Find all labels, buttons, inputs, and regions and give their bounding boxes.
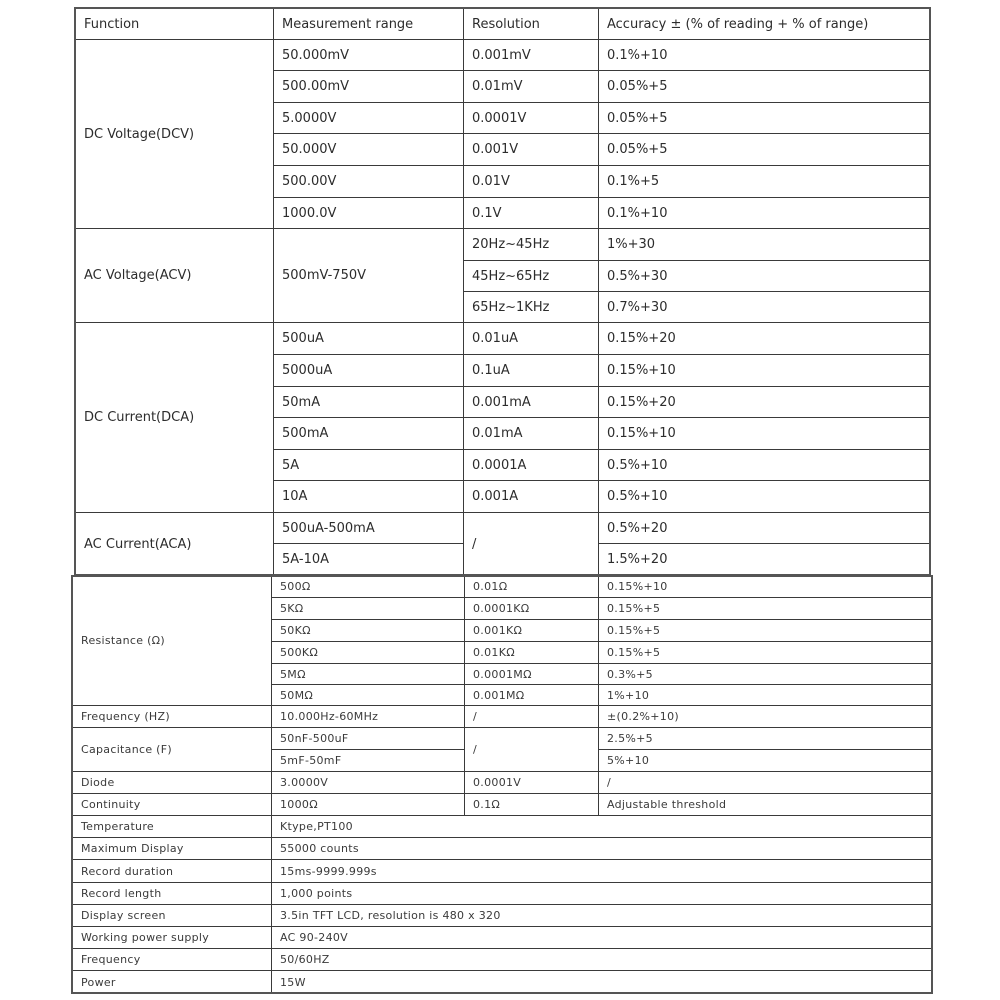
resistance-accuracy: 0.15%+5 bbox=[598, 641, 932, 664]
resistance-accuracy: 0.15%+5 bbox=[598, 619, 932, 642]
resistance-resolution: 0.0001MΩ bbox=[464, 663, 599, 685]
dcv-range: 5.0000V bbox=[273, 102, 464, 134]
dca-accuracy: 0.15%+10 bbox=[598, 354, 930, 387]
dcv-range: 500.00V bbox=[273, 165, 464, 198]
resistance-resolution: 0.0001KΩ bbox=[464, 597, 599, 620]
acv-range: 500mV-750V bbox=[273, 228, 464, 323]
acv-accuracy: 0.7%+30 bbox=[598, 291, 930, 323]
dca-range: 5A bbox=[273, 449, 464, 481]
capacitance-resolution: / bbox=[464, 727, 599, 772]
dca-accuracy: 0.5%+10 bbox=[598, 480, 930, 513]
continuity-resolution: 0.1Ω bbox=[464, 793, 599, 816]
spec-label: Working power supply bbox=[72, 926, 272, 949]
spec-value: 55000 counts bbox=[271, 837, 932, 860]
dca-resolution: 0.0001A bbox=[463, 449, 599, 481]
spec-label: Frequency bbox=[72, 948, 272, 971]
header-accuracy: Accuracy ± (% of reading + % of range) bbox=[598, 8, 930, 40]
resistance-resolution: 0.01KΩ bbox=[464, 641, 599, 664]
dca-resolution: 0.001mA bbox=[463, 386, 599, 418]
spec-value: Ktype,PT100 bbox=[271, 815, 932, 838]
function-acv: AC Voltage(ACV) bbox=[75, 228, 274, 323]
frequency-range: 10.000Hz-60MHz bbox=[271, 705, 465, 728]
frequency-resolution: / bbox=[464, 705, 599, 728]
function-dcv: DC Voltage(DCV) bbox=[75, 39, 274, 229]
dca-accuracy: 0.15%+20 bbox=[598, 386, 930, 418]
dcv-resolution: 0.001mV bbox=[463, 39, 599, 71]
header-function: Function bbox=[75, 8, 274, 40]
dcv-accuracy: 0.1%+10 bbox=[598, 197, 930, 229]
dcv-range: 50.000mV bbox=[273, 39, 464, 71]
resistance-range: 500KΩ bbox=[271, 641, 465, 664]
dcv-range: 50.000V bbox=[273, 133, 464, 166]
resistance-accuracy: 0.15%+10 bbox=[598, 575, 932, 598]
spec-label: Display screen bbox=[72, 904, 272, 927]
dcv-accuracy: 0.1%+10 bbox=[598, 39, 930, 71]
dca-accuracy: 0.15%+10 bbox=[598, 417, 930, 450]
acv-frequency-band: 65Hz~1KHz bbox=[463, 291, 599, 323]
spec-label: Temperature bbox=[72, 815, 272, 838]
dca-range: 500uA bbox=[273, 322, 464, 355]
spec-value: 50/60HZ bbox=[271, 948, 932, 971]
diode-accuracy: / bbox=[598, 771, 932, 794]
dcv-range: 1000.0V bbox=[273, 197, 464, 229]
function-aca: AC Current(ACA) bbox=[75, 512, 274, 576]
dca-range: 10A bbox=[273, 480, 464, 513]
dca-resolution: 0.01mA bbox=[463, 417, 599, 450]
continuity-range: 1000Ω bbox=[271, 793, 465, 816]
dca-range: 50mA bbox=[273, 386, 464, 418]
dcv-resolution: 0.0001V bbox=[463, 102, 599, 134]
dca-range: 500mA bbox=[273, 417, 464, 450]
aca-range: 500uA-500mA bbox=[273, 512, 464, 544]
acv-accuracy: 1%+30 bbox=[598, 228, 930, 261]
dca-resolution: 0.01uA bbox=[463, 322, 599, 355]
function-continuity: Continuity bbox=[72, 793, 272, 816]
acv-frequency-band: 45Hz~65Hz bbox=[463, 260, 599, 292]
capacitance-range: 50nF-500uF bbox=[271, 727, 465, 750]
resistance-resolution: 0.001MΩ bbox=[464, 684, 599, 706]
resistance-range: 500Ω bbox=[271, 575, 465, 598]
aca-range: 5A-10A bbox=[273, 543, 464, 576]
aca-resolution: / bbox=[463, 512, 599, 576]
function-dca: DC Current(DCA) bbox=[75, 322, 274, 513]
acv-frequency-band: 20Hz~45Hz bbox=[463, 228, 599, 261]
dcv-range: 500.00mV bbox=[273, 70, 464, 103]
dcv-resolution: 0.01mV bbox=[463, 70, 599, 103]
aca-accuracy: 0.5%+20 bbox=[598, 512, 930, 544]
dcv-accuracy: 0.05%+5 bbox=[598, 102, 930, 134]
dca-range: 5000uA bbox=[273, 354, 464, 387]
spec-value: 15W bbox=[271, 970, 932, 994]
resistance-accuracy: 0.15%+5 bbox=[598, 597, 932, 620]
spec-label: Record length bbox=[72, 882, 272, 905]
diode-range: 3.0000V bbox=[271, 771, 465, 794]
spec-value: AC 90-240V bbox=[271, 926, 932, 949]
dca-accuracy: 0.15%+20 bbox=[598, 322, 930, 355]
spec-label: Power bbox=[72, 970, 272, 994]
dcv-accuracy: 0.1%+5 bbox=[598, 165, 930, 198]
dca-resolution: 0.001A bbox=[463, 480, 599, 513]
dcv-accuracy: 0.05%+5 bbox=[598, 133, 930, 166]
dca-resolution: 0.1uA bbox=[463, 354, 599, 387]
capacitance-accuracy: 5%+10 bbox=[598, 749, 932, 772]
resistance-range: 5KΩ bbox=[271, 597, 465, 620]
function-capacitance: Capacitance (F) bbox=[72, 727, 272, 772]
resistance-resolution: 0.01Ω bbox=[464, 575, 599, 598]
resistance-resolution: 0.001KΩ bbox=[464, 619, 599, 642]
capacitance-range: 5mF-50mF bbox=[271, 749, 465, 772]
capacitance-accuracy: 2.5%+5 bbox=[598, 727, 932, 750]
dcv-resolution: 0.001V bbox=[463, 133, 599, 166]
spec-value: 1,000 points bbox=[271, 882, 932, 905]
dcv-accuracy: 0.05%+5 bbox=[598, 70, 930, 103]
header-range: Measurement range bbox=[273, 8, 464, 40]
spec-value: 3.5in TFT LCD, resolution is 480 x 320 bbox=[271, 904, 932, 927]
spec-value: 15ms-9999.999s bbox=[271, 859, 932, 883]
dcv-resolution: 0.01V bbox=[463, 165, 599, 198]
aca-accuracy: 1.5%+20 bbox=[598, 543, 930, 576]
acv-accuracy: 0.5%+30 bbox=[598, 260, 930, 292]
resistance-range: 50MΩ bbox=[271, 684, 465, 706]
frequency-accuracy: ±(0.2%+10) bbox=[598, 705, 932, 728]
continuity-accuracy: Adjustable threshold bbox=[598, 793, 932, 816]
resistance-range: 50KΩ bbox=[271, 619, 465, 642]
diode-resolution: 0.0001V bbox=[464, 771, 599, 794]
dcv-resolution: 0.1V bbox=[463, 197, 599, 229]
spec-label: Maximum Display bbox=[72, 837, 272, 860]
resistance-accuracy: 0.3%+5 bbox=[598, 663, 932, 685]
dca-accuracy: 0.5%+10 bbox=[598, 449, 930, 481]
resistance-accuracy: 1%+10 bbox=[598, 684, 932, 706]
function-resistance: Resistance (Ω) bbox=[72, 575, 272, 706]
function-diode: Diode bbox=[72, 771, 272, 794]
function-frequency: Frequency (HZ) bbox=[72, 705, 272, 728]
header-resolution: Resolution bbox=[463, 8, 599, 40]
resistance-range: 5MΩ bbox=[271, 663, 465, 685]
spec-label: Record duration bbox=[72, 859, 272, 883]
